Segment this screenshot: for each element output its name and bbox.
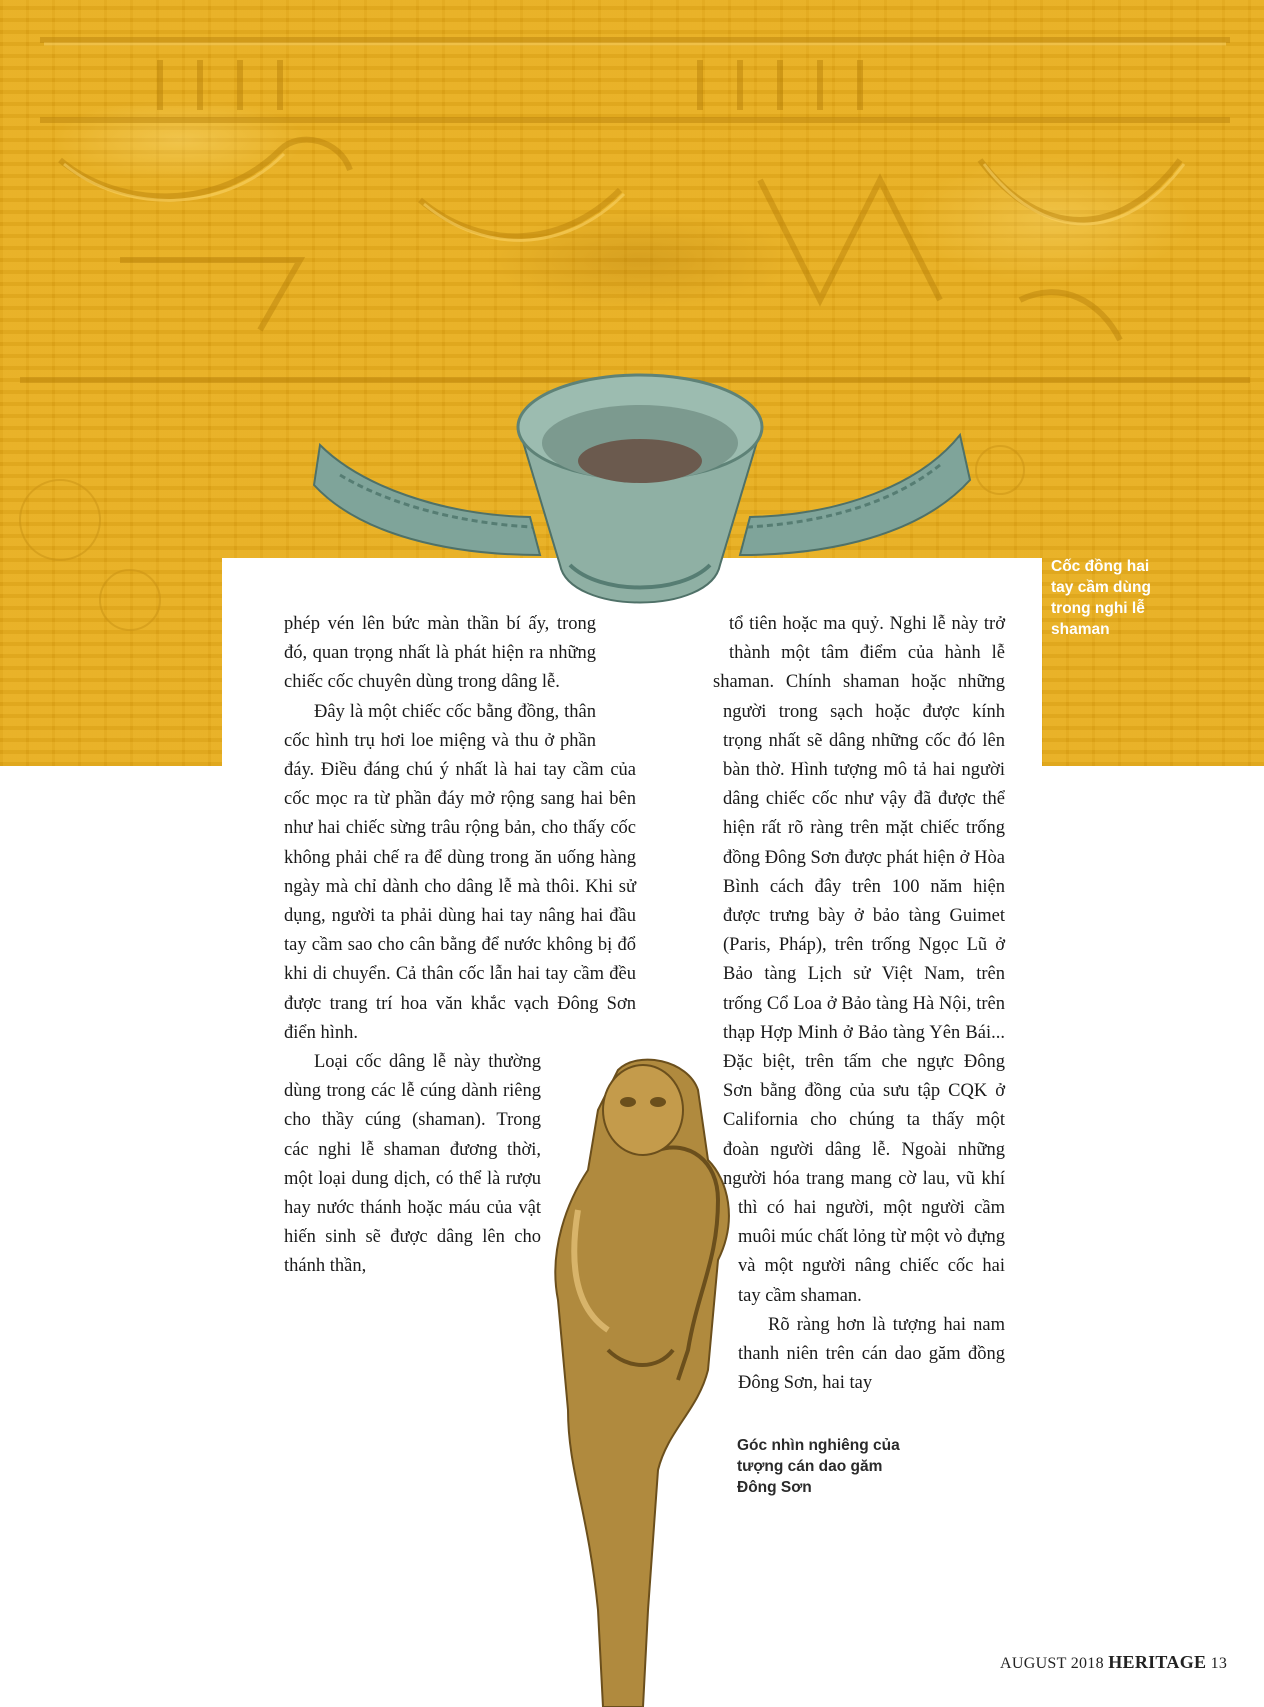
cup-caption: Cốc đồng hai tay cầm dùng trong nghi lễ shaman [1051,558,1151,638]
article-left-column [284,610,636,1440]
text-wrap-spacer [653,1220,738,1400]
page-footer [1000,1652,1227,1673]
body-paragraph: Đây là một chiếc cốc bằng đồng, thân cốc hình trụ hơi loe miệng và thu ở phần đáy. Điều đáng chú ý nhất là hai tay cầm của cốc mọc ra từ phần đáy mở rộng sang hai bên như hai chiếc sừng trâu rộng bản, cho thấy cốc không phải chế ra để dùng trong ăn uống hàng ngày mà chỉ dành cho dâng lễ mà thôi. Khi sử dụng, người ta phải dùng hai tay nâng hai đầu tay cầm sao cho cân bằng để nước không bị đổ khi di chuyển. Cả thân cốc lẫn hai tay cầm đều được trang trí hoa văn khắc vạch Đông Sơn điển hình. [284,701,636,1043]
page-number: 13 [1210,1655,1228,1672]
issue-date: AUGUST 2018 [1000,1655,1104,1672]
statue-caption: Góc nhìn nghiêng của tượng cán dao găm Đông Sơn [737,1437,900,1496]
text-wrap-spacer [653,1060,723,1220]
body-paragraph: Rõ ràng hơn là tượng hai nam thanh niên trên cán dao găm đồng Đông Sơn, hai tay [738,1314,1005,1394]
text-wrap-spacer [541,1060,636,1440]
article-right-column [653,610,1005,1400]
body-paragraph: Loại cốc dâng lễ này thường dùng trong các lễ cúng dành riêng cho thầy cúng (shaman). Trong các nghi lễ shaman đương thời, một loại dung dịch, có thể là rượu hay nước thánh hoặc máu của vật hiến sinh sẽ được dâng lên cho thánh thần, [284,1052,541,1277]
body-paragraph: phép vén lên bức màn thần bí ấy, trong đó, quan trọng nhất là phát hiện ra những chiếc cốc chuyên dùng trong dâng lễ. [284,614,596,693]
body-paragraph: tổ tiên hoặc ma quỷ. Nghi lễ này trở thành một tâm điểm của hành lễ shaman. Chính shaman hoặc những người trong sạch hoặc được kính trọng nhất sẽ dâng những cốc đó lên bàn thờ. Hình tượng mô tả hai người dâng chiếc cốc như vậy đã được thể hiện rất rõ ràng trên mặt chiếc trống đồng Đông Sơn được phát hiện ở Hòa Bình cách đây trên 100 năm hiện được trưng bày ở bảo tàng Guimet (Paris, Pháp), trên trống Ngọc Lũ ở Bảo tàng Lịch sử Việt Nam, trên trống Cổ Loa ở Bảo tàng Hà Nội, trên thạp Hợp Minh ở Bảo tàng Yên Bái... Đặc biệt, trên tấm che ngực Đông Sơn bằng đồng của sưu tập CQK ở California cho chúng ta thấy một đoàn người dâng lễ. Ngoài những người hóa trang mang cờ lau, vũ khí thì có hai người, một người cầm muôi múc chất lỏng từ một vò đựng và một người nâng chiếc cốc hai tay cầm shaman. [713,614,1005,1306]
magazine-name: HERITAGE [1108,1652,1207,1672]
text-wrap-spacer [653,640,713,670]
bronze-cup-photo [300,365,980,630]
text-wrap-spacer [596,610,636,730]
text-wrap-spacer [653,610,729,640]
